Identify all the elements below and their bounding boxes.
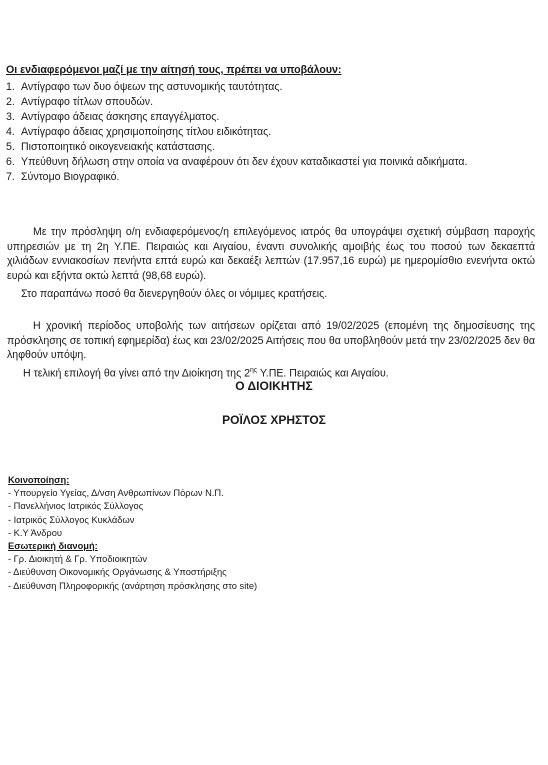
document-item [6,110,536,125]
notification-title: Κοινοποίηση: [8,475,70,485]
item-text: Πιστοποιητικό οικογενειακής κατάστασης. [21,141,215,153]
signatory-name: ΡΟΪΛΟΣ ΧΡΗΣΤΟΣ [222,413,326,427]
item-text: Αντίγραφο των δυο όψεων της αστυνομικής ταυτότητας. [21,81,283,93]
item-number: 5. [6,141,15,153]
item-number: 2. [6,96,15,108]
internal-distribution-section [8,540,257,593]
item-text: Αντίγραφο τίτλων σπουδών. [21,96,154,108]
item-text: Σύντομο Βιογραφικό. [21,171,120,183]
notification-section [8,474,224,540]
period-paragraph: Η χρονική περίοδος υποβολής των αιτήσεων ορίζεται από 19/02/2025 (επομένη της δημοσίευσης της πρόσκλησης σε τοπική εφημερίδα) έως και 23/02/2025 Αιτήσεις που θα υποβληθούν μετά την 23/02/2025 δεν θα ληφθούν υπόψη. [7,320,535,362]
document-item [6,140,536,155]
requirements-heading: Οι ενδιαφερόμενοι μαζί με την αίτησή τους, πρέπει να υποβάλουν: [6,64,342,76]
item-number: 1. [6,81,15,93]
distribution-item: - Διεύθυνση Πληροφορικής (ανάρτηση πρόσκλησης στο site) [8,580,258,591]
signatory-title: Ο ΔΙΟΙΚΗΤΗΣ [235,379,313,393]
internal-distribution-title: Εσωτερική διανομή: [8,541,98,551]
final-selection-text-end: Υ.ΠΕ. Πειραιώς και Αιγαίου. [257,367,389,380]
item-number: 4. [6,126,15,138]
item-number: 6. [6,156,15,168]
item-text: Αντίγραφο άδειας άσκησης επαγγέλματος. [21,111,220,123]
deductions-line: Στο παραπάνω ποσό θα διενεργηθούν όλες οι νόμιμες κρατήσεις. [21,288,328,300]
notification-item: - Πανελλήνιος Ιατρικός Σύλλογος [8,501,144,512]
document-item [6,80,536,95]
distribution-item: - Γρ. Διοικητή & Γρ. Υποδιοικητών [8,554,148,565]
document-item [6,125,536,140]
notification-item: - Υπουργείο Υγείας, Δ/νση Ανθρωπίνων Πόρων Ν.Π. [8,488,224,499]
notification-item: - Ιατρικός Σύλλογος Κυκλάδων [8,514,135,525]
document-item [6,95,536,110]
contract-paragraph: Με την πρόσληψη ο/η ενδιαφερόμενος/η επιλεγόμενος ιατρός θα υπογράψει σχετική σύμβαση παροχής υπηρεσιών με τη 2η Υ.ΠΕ. Πειραιώς και Αιγαίου, έναντι συνολικής αμοιβής έως του ποσού των δεκαεπτά χιλιάδων εννιακοσίων πενήντα επτά ευρώ και δεκαέξι λεπτών (17.957,16 ευρώ) με ημερομίσθιο ενενήντα οκτώ ευρώ και εξήντα οκτώ λεπτά (98,68 ευρώ). [7,226,535,282]
required-documents-list [6,80,536,185]
item-text: Αντίγραφο άδειας χρησιμοποίησης τίτλου ειδικότητας. [21,126,272,138]
distribution-item: - Διεύθυνση Οικονομικής Οργάνωσης & Υποστήριξης [8,567,227,578]
document-item [6,155,536,170]
document-item [6,170,536,185]
final-selection-text: Η τελική επιλογή θα γίνει από την Διοίκηση της 2 [23,367,251,380]
item-number: 3. [6,111,15,123]
ordinal-superscript: ης [250,367,258,374]
item-number: 7. [6,171,15,183]
notification-item: - Κ.Υ Άνδρου [8,527,62,538]
item-text: Υπεύθυνη δήλωση στην οποία να αναφέρουν ότι δεν έχουν καταδικαστεί για ποινικά αδικήματα. [21,156,468,168]
